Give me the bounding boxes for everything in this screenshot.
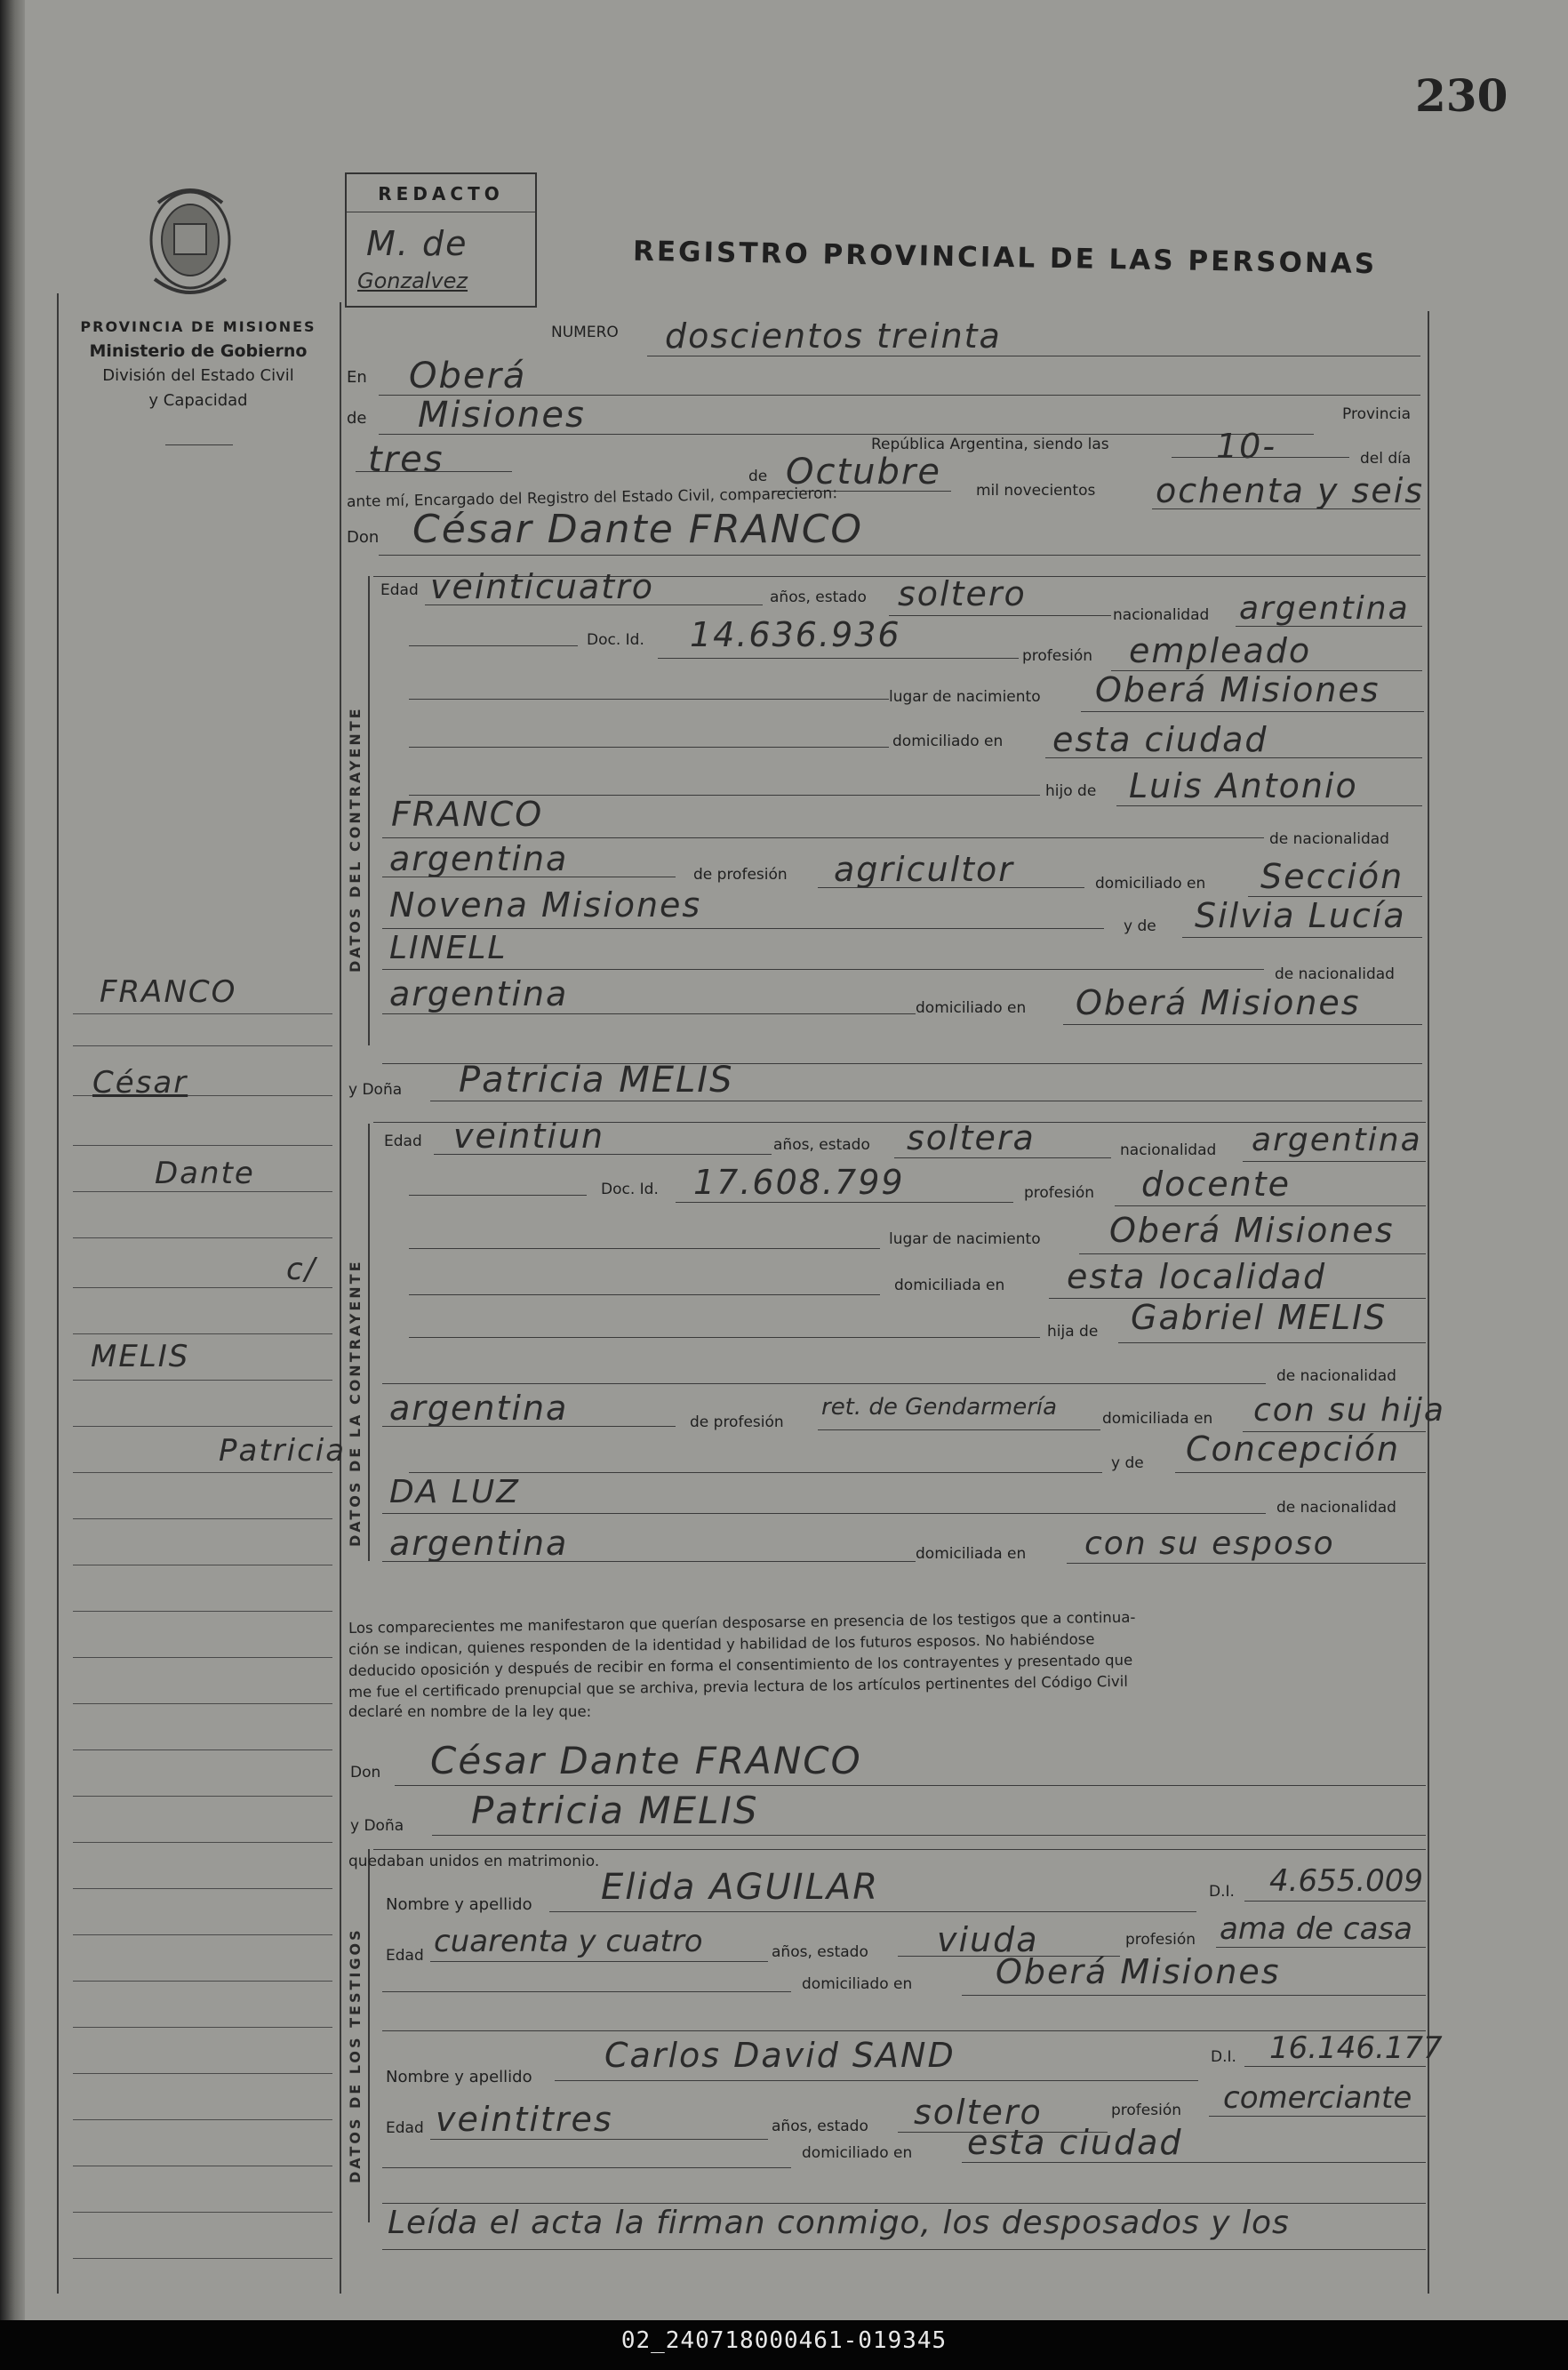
f-padre-nac-value: argentina [389,1389,569,1428]
t2-dom-value: esta ciudad [967,2123,1183,2162]
declaration-line-1: Los comparecientes me manifestaron que querían desposarse en presencia de los testigos que a continua- [348,1608,1136,1637]
c-nac-value: argentina [1239,590,1410,627]
t1-edad-label: Edad [386,1947,424,1965]
dona-label: y Doña [348,1081,403,1099]
t1-di-label: D.I. [1209,1883,1235,1901]
f-prof-value: docente [1141,1165,1292,1204]
ciudad-value: Oberá [409,356,527,396]
c-de-nac-label: de nacionalidad [1269,830,1389,848]
unidos-label: quedaban unidos en matrimonio. [348,1853,600,1870]
c-doc-value: 14.636.936 [690,615,901,654]
closing-text: Leída el acta la firman conmigo, los desposados y los [388,2205,1290,2241]
contrayenta-side-label: DATOS DE LA CONTRAYENTE [347,1259,364,1547]
republica-label: República Argentina, siendo las [871,436,1109,453]
t2-di-label: D.I. [1211,2048,1236,2066]
f-doc-label: Doc. Id. [601,1181,659,1198]
f-edad-value: veintiun [453,1117,605,1156]
f-de-nac-label: de nacionalidad [1276,1367,1396,1385]
dona-name-value: Patricia MELIS [459,1060,734,1101]
t1-estado-value: viuda [937,1920,1039,1959]
t1-dom-label: domiciliado en [802,1975,913,1993]
c-madre-2-value: LINELL [389,930,508,966]
division-label-2: y Capacidad [148,391,248,410]
numero-value: doscientos treinta [665,316,1002,356]
t1-prof-value: ama de casa [1220,1911,1412,1947]
c-doc-label: Doc. Id. [587,631,644,649]
t2-dom-label: domiciliado en [802,2144,913,2162]
t1-dom-value: Oberá Misiones [996,1952,1281,1991]
c-de-nac-label-2: de nacionalidad [1275,965,1395,983]
margin-note-name-3: Patricia [219,1433,347,1469]
image-id-bar [0,2320,1568,2370]
decl-dona-label: y Doña [350,1817,404,1835]
hora-value: 10- [1216,427,1277,466]
f-lugar-label: lugar de nacimiento [889,1230,1041,1248]
c-edad-value: veinticuatro [430,567,654,606]
f-dom-value: esta localidad [1067,1257,1327,1296]
c-lugar-label: lugar de nacimiento [889,688,1041,706]
page-number: 230 [1415,69,1508,122]
redacto-stamp [345,172,537,308]
contrayente-side-label: DATOS DEL CONTRAYENTE [347,706,364,973]
anio-value: ochenta y seis [1156,471,1425,510]
margin-note-surname: FRANCO [100,974,237,1010]
provincia-label: Provincia [1342,405,1412,423]
f-padre-dom-value: con su hija [1253,1392,1445,1429]
c-padre-prof-value: agricultor [834,850,1014,889]
t2-prof-label: profesión [1111,2102,1182,2119]
c-padre-dom-1-value: Sección [1260,857,1404,896]
t1-nombre-label: Nombre y apellido [386,1895,532,1914]
t2-di-value: 16.146.177 [1269,2030,1443,2066]
c-hijo-label: hijo de [1045,782,1097,800]
c-padre-1-value: Luis Antonio [1129,766,1358,805]
don-name-value: César Dante FRANCO [412,507,864,552]
t1-nombre-value: Elida AGUILAR [601,1867,879,1908]
c-dom-label: domiciliado en [892,733,1004,750]
de-mes-label: de [748,468,768,485]
declaration-line-4: me fue el certificado prenupcial que se archiva, previa lectura de los artículos pertinentes del Código Civil [348,1672,1128,1701]
c-estado-label: años, estado [770,588,867,606]
f-prof-label: profesión [1024,1184,1095,1202]
c-madre-dom-label: domiciliado en [916,999,1027,1017]
margin-note-name-2: Dante [155,1156,255,1191]
f-lugar-value: Oberá Misiones [1109,1211,1395,1250]
t2-nombre-value: Carlos David SAND [604,2036,956,2075]
f-madre-1-value: Concepción [1186,1429,1401,1469]
f-estado-label: años, estado [773,1136,870,1154]
c-madre-1-value: Silvia Lucía [1195,896,1406,935]
c-madre-dom-value: Oberá Misiones [1076,983,1361,1022]
f-nac-label: nacionalidad [1120,1141,1217,1159]
f-dom-en-label: domiciliada en [1102,1410,1213,1428]
mes-value: Octubre [786,452,941,492]
stamp-name-1: M. de [366,224,468,263]
decl-don-label: Don [350,1764,381,1782]
f-madre-dom-value: con su esposo [1084,1525,1335,1562]
f-hija-label: hija de [1047,1323,1099,1341]
province-label: PROVINCIA DE MISIONES [80,318,316,335]
declaration-line-5: declaré en nombre de la ley que: [348,1703,592,1720]
c-estado-value: soltero [898,574,1027,613]
margin-note-conj: c/ [286,1252,317,1287]
f-padre-value: Gabriel MELIS [1131,1298,1388,1337]
provincia-value: Misiones [418,395,586,436]
c-edad-label: Edad [380,581,419,599]
f-doc-value: 17.608.799 [693,1163,905,1202]
f-dom-label: domiciliada en [894,1277,1005,1294]
register-title: REGISTRO PROVINCIAL DE LAS PERSONAS [632,235,1378,281]
image-id-text: 02_240718000461-019345 [620,2327,948,2354]
t2-edad-label: Edad [386,2119,424,2137]
f-de-nac-label-2: de nacionalidad [1276,1499,1396,1517]
c-dom-en-label: domiciliado en [1095,875,1206,893]
f-y-de-label: y de [1111,1454,1144,1472]
en-label: En [347,368,367,387]
testigos-side-label: DATOS DE LOS TESTIGOS [347,1927,364,2183]
decl-don-name: César Dante FRANCO [430,1739,862,1782]
don-label: Don [347,528,380,547]
margin-note-surname-2: MELIS [91,1339,190,1374]
t2-nombre-label: Nombre y apellido [386,2068,532,2086]
mil-label: mil novecientos [976,482,1096,500]
decl-dona-name: Patricia MELIS [471,1789,759,1832]
ministry-label: Ministerio de Gobierno [89,341,308,361]
c-padre-dom-2-value: Novena Misiones [389,885,702,925]
c-padre-2-value: FRANCO [391,795,544,834]
c-dom-value: esta ciudad [1052,720,1268,759]
c-padre-nac-value: argentina [389,839,569,878]
f-estado-value: soltera [907,1118,1036,1157]
c-nac-label: nacionalidad [1113,606,1210,624]
t1-edad-value: cuarenta y cuatro [434,1924,703,1959]
c-de-prof-label: de profesión [693,866,788,884]
declaration-line-3: deducido oposición y después de recibir en forma el consentimiento de los contrayentes y presentado que [348,1651,1133,1679]
t1-estado-label: años, estado [772,1943,868,1961]
c-prof-label: profesión [1022,647,1093,665]
t2-prof-value: comerciante [1223,2080,1412,2116]
c-y-de-label: y de [1124,917,1156,935]
f-padre-prof-value: ret. de Gendarmería [821,1394,1058,1421]
f-madre-2-value: DA LUZ [389,1474,520,1510]
f-nac-value: argentina [1252,1122,1422,1158]
t1-prof-label: profesión [1125,1931,1196,1949]
f-madre-nac-value: argentina [389,1524,569,1563]
ante-label: ante mí, Encargado del Registro del Estado Civil, comparecieron: [346,484,838,511]
c-prof-value: empleado [1129,631,1312,670]
c-lugar-value: Oberá Misiones [1095,670,1380,709]
f-edad-label: Edad [384,1133,422,1150]
t2-edad-value: veintitres [436,2100,613,2139]
t1-di-value: 4.655.009 [1269,1863,1424,1899]
stamp-title: REDACTO [378,183,504,204]
numero-label: NUMERO [551,324,619,341]
t2-estado-value: soltero [914,2093,1043,2132]
de-provincia-label: de [347,409,367,428]
f-madre-dom-label: domiciliada en [916,1545,1027,1563]
c-madre-nac-value: argentina [389,974,569,1013]
f-de-prof-label: de profesión [690,1413,784,1431]
margin-note-name-1: César [92,1065,188,1101]
book-binding [0,0,25,2320]
division-label-1: División del Estado Civil [102,366,294,385]
t2-estado-label: años, estado [772,2118,868,2135]
dia-value: tres [368,439,444,480]
stamp-name-2: Gonzalvez [357,268,468,293]
del-dia-label: del día [1360,450,1412,468]
coat-of-arms-icon [140,181,240,306]
declaration-line-2: ción se indican, quienes responden de la identidad y habilidad de los futuros esposos. No habiéndose [348,1630,1095,1658]
